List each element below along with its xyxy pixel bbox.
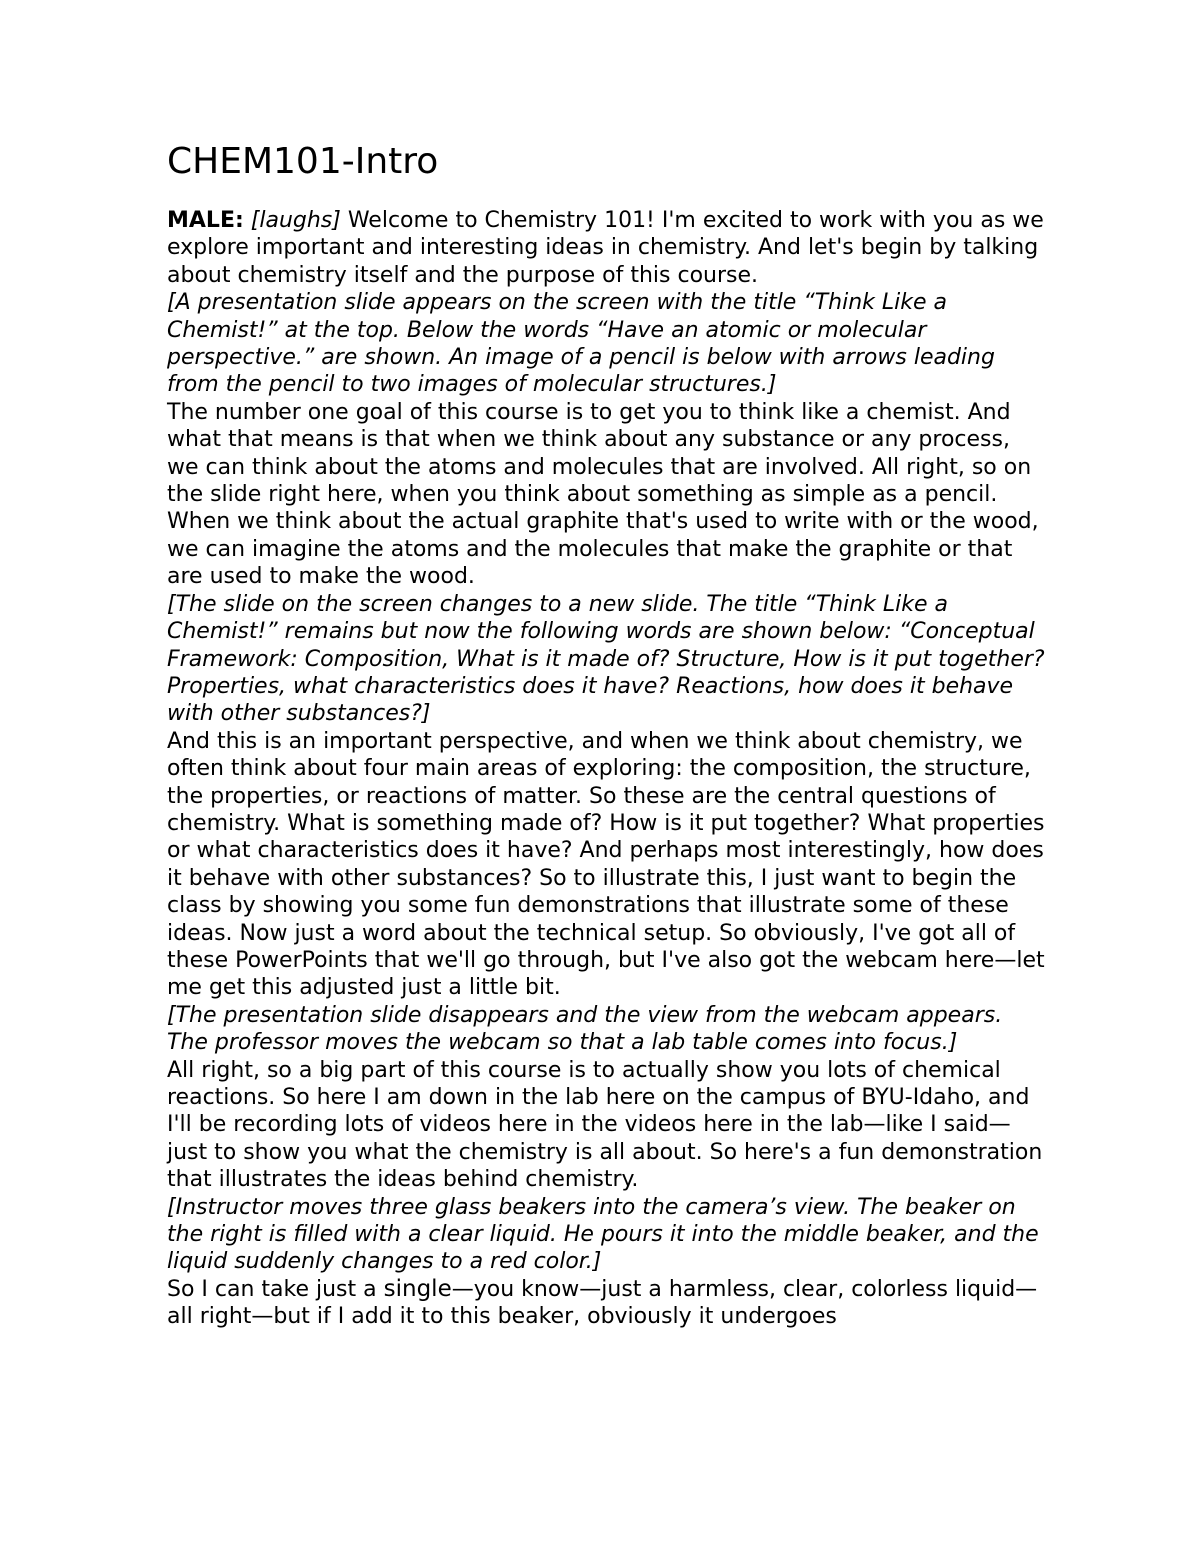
stage-direction-1: [A presentation slide appears on the screen with the title “Think Like a Chemist!” at the top. Below the words “Have an atomic or molecular perspective.” are shown. An image of a pencil is below with arrows leading from the pencil to two images of molecular structures.] — [167, 290, 995, 398]
transcript-body — [167, 207, 1047, 1331]
transcript-paragraph-2: The number one goal of this course is to get you to think like a chemist. And what that means is that when we think about any substance or any process, we can think about the atoms and molecules that are involved. All right, so on the slide right here, when you think about something as simple as a pencil. When we think about the actual graphite that's used to write with or the wood, we can imagine the atoms and the molecules that make the graphite or that are used to make the wood. — [167, 399, 1039, 590]
paragraph-5-emphasis: single — [383, 1275, 452, 1302]
paragraph-5-end: —you know—just a harmless, clear, colorless liquid—all right—but if I add it to this beaker, obviously it undergoes — [167, 1276, 1038, 1330]
document-title: CHEM101-Intro — [167, 141, 439, 182]
stage-direction-4: [Instructor moves three glass beakers into the camera’s view. The beaker on the right is filled with a clear liquid. He pours it into the middle beaker, and the liquid suddenly changes to a red color.] — [167, 1194, 1039, 1275]
transcript-paragraph-4: All right, so a big part of this course is to actually show you lots of chemical reactions. So here I am down in the lab here on the campus of BYU-Idaho, and I'll be recording lots of videos here in the videos here in the lab—like I said—just to show you what the chemistry is all about. So here's a fun demonstration that illustrates the ideas behind chemistry. — [167, 1057, 1043, 1193]
document-page — [167, 140, 1047, 1331]
paragraph-1-text: Welcome to Chemistry 101! I'm excited to work with you as we explore important and interesting ideas in chemistry. And let's begin by talking about chemistry itself and the purpose of this course. — [167, 208, 1044, 288]
stage-direction-2: [The slide on the screen changes to a new slide. The title “Think Like a Chemist!” remains but now the following words are shown below: “Conceptual Framework: Composition, What is it made of? Structure, How is it put together? Properties, what characteristics does it have? Reactions, how does it behave with other substances?] — [167, 591, 1045, 727]
transcript-paragraph-3: And this is an important perspective, and when we think about chemistry, we often think about four main areas of exploring: the composition, the structure, the properties, or reactions of matter. So these are the central questions of chemistry. What is something made of? How is it put together? What properties or what characteristics does it have? And perhaps most interestingly, how does it behave with other substances? So to illustrate this, I just want to begin the class by showing you some fun demonstrations that illustrate some of these ideas. Now just a word about the technical setup. So obviously, I've got all of these PowerPoints that we'll go through, but I've also got the webcam here—let me get this adjusted just a little bit. — [167, 728, 1045, 1001]
audio-cue: [laughs] — [250, 208, 341, 233]
transcript-paragraph-5 — [167, 1276, 1047, 1331]
transcript-paragraph-1 — [167, 207, 1047, 289]
stage-direction-3: [The presentation slide disappears and the view from the webcam appears. The professor moves the webcam so that a lab table comes into focus.] — [167, 1002, 1003, 1056]
paragraph-5-start: So I can take just a — [167, 1276, 384, 1302]
speaker-label: MALE: — [167, 208, 244, 233]
